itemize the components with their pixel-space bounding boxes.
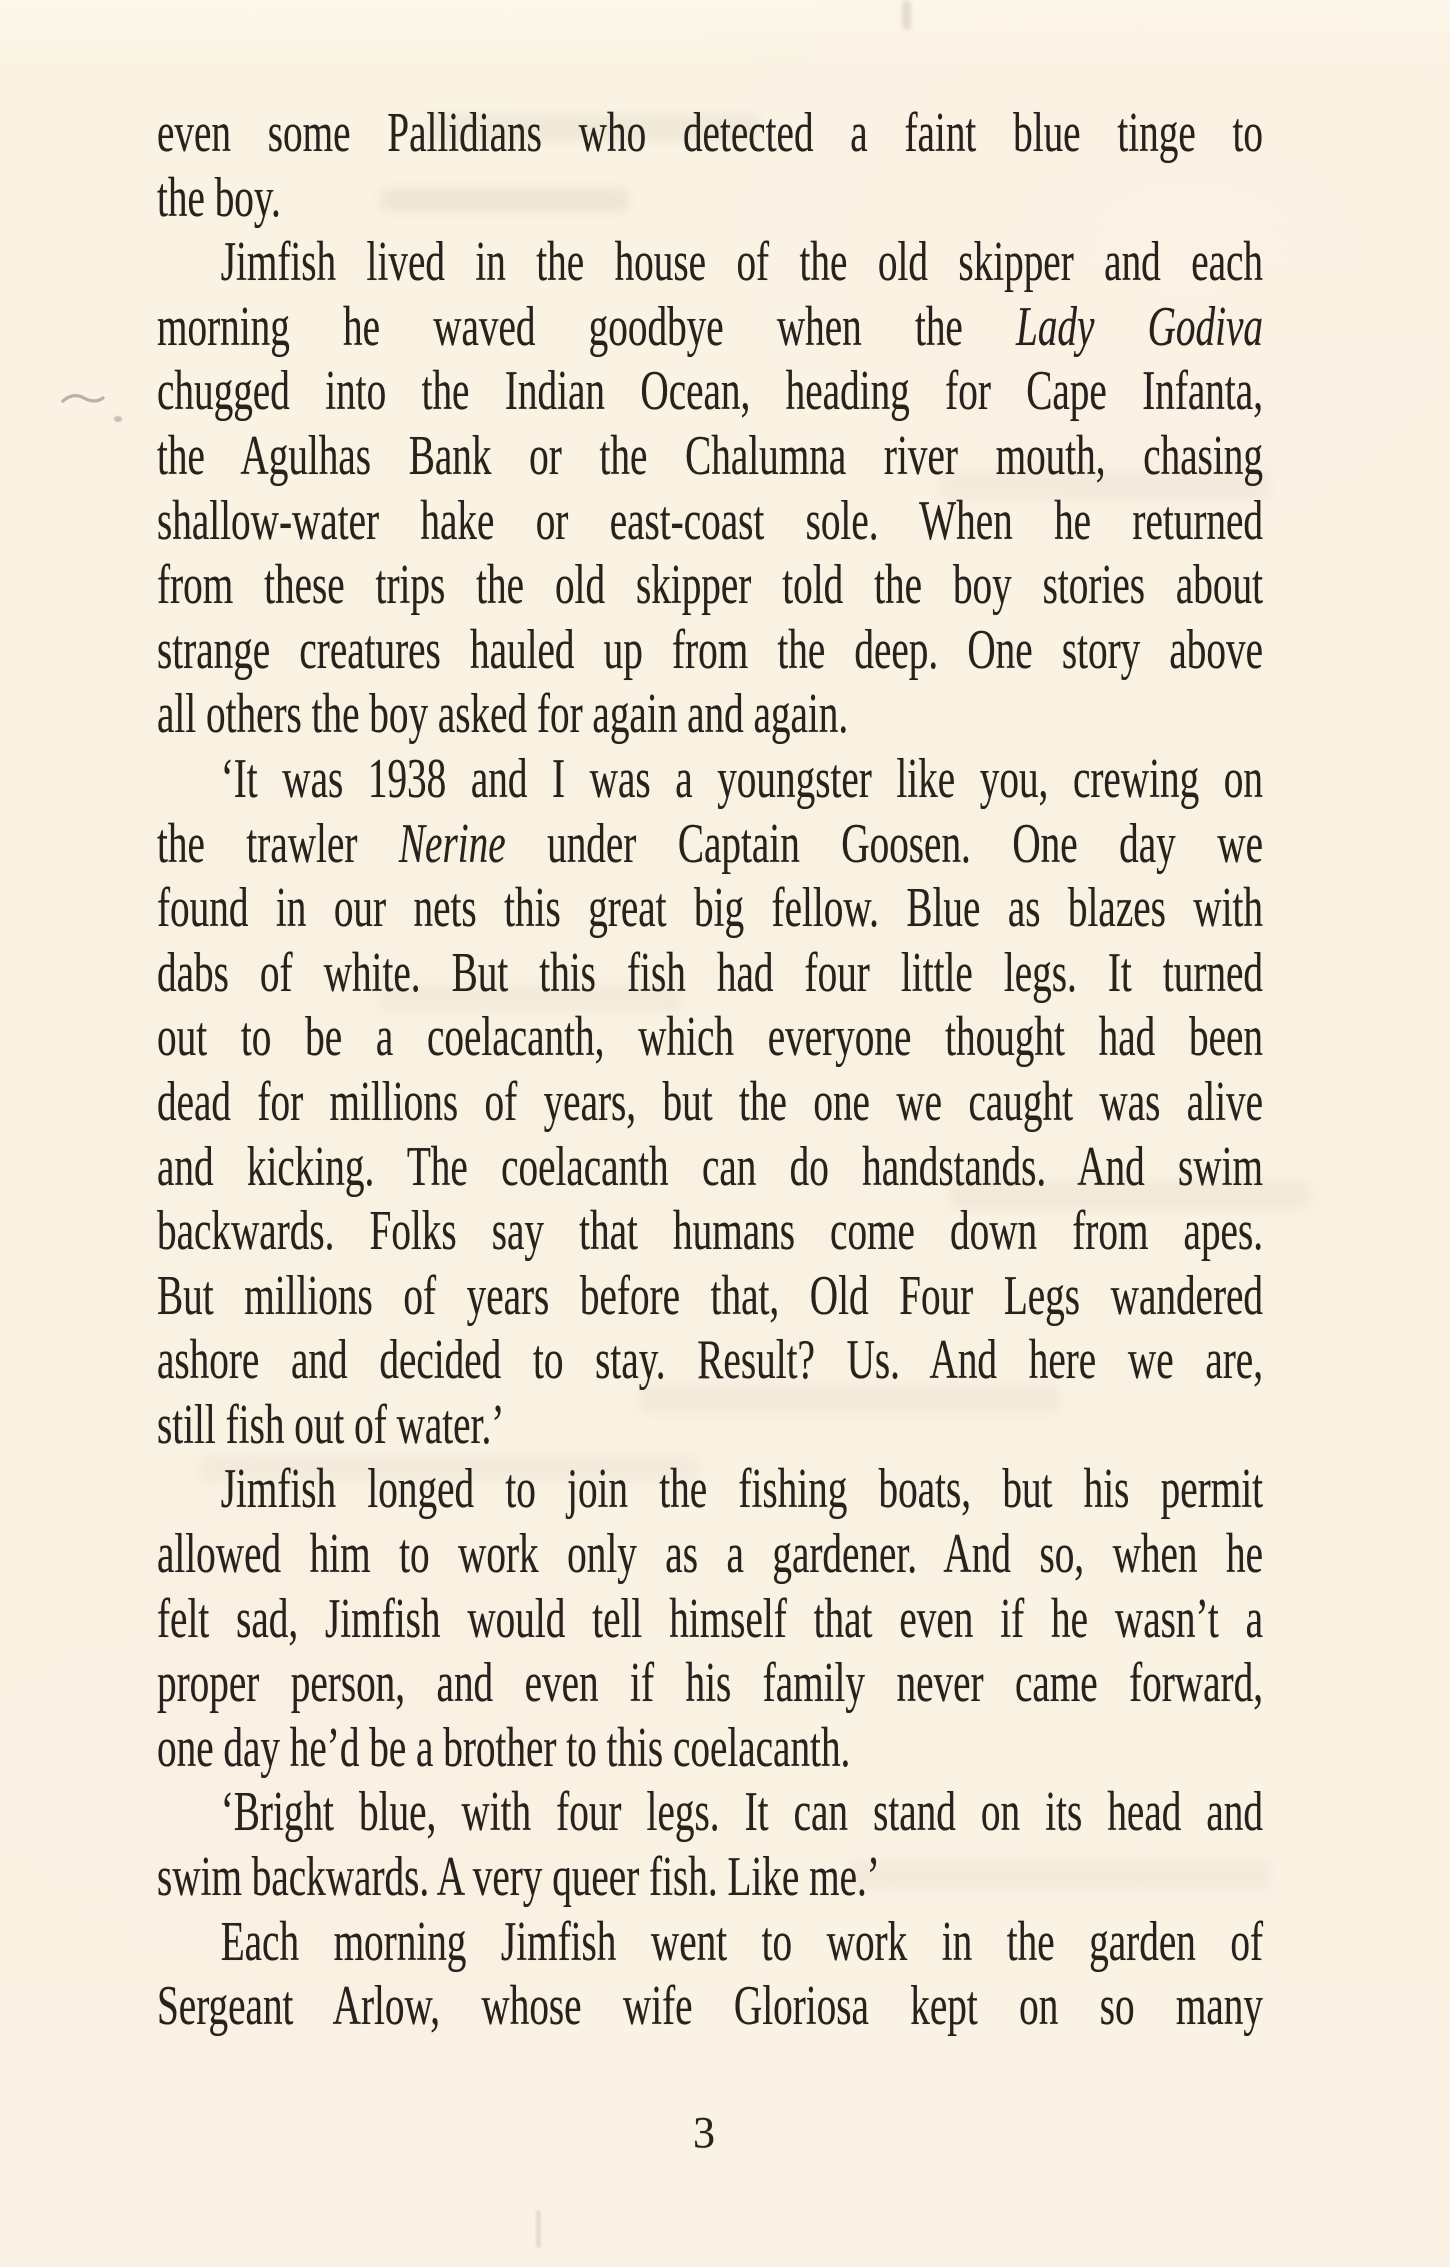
text-line <box>157 747 1263 812</box>
text-run: ‘It was 1938 and I was a youngster like you, crewing on <box>220 747 1264 810</box>
text-line <box>157 166 1263 231</box>
text-line <box>157 1651 1263 1716</box>
text-line <box>157 1974 1263 2039</box>
text-run: from these trips the old skipper told the boy stories about <box>157 554 1263 617</box>
text-run: felt sad, Jimfish would tell himself that even if he wasn’t a <box>157 1587 1263 1650</box>
text-run: backwards. Folks say that humans come down from apes. <box>157 1200 1263 1263</box>
text-line <box>157 1910 1263 1975</box>
text-line <box>157 359 1263 424</box>
text-run: dabs of white. But this fish had four little legs. It turned <box>157 941 1263 1004</box>
text-run: and kicking. The coelacanth can do handstands. And swim <box>157 1135 1263 1198</box>
text-run: But millions of years before that, Old Four Legs wandered <box>157 1264 1263 1327</box>
text-line <box>157 295 1263 360</box>
text-run: ashore and decided to stay. Result? Us. And here we are, <box>157 1329 1263 1392</box>
text-run: morning he waved goodbye when the <box>157 295 1017 358</box>
text-run: ‘Bright blue, with four legs. It can stand on its head and <box>220 1781 1264 1844</box>
text-line <box>157 1328 1263 1393</box>
text-run: even some Pallidians who detected a faint blue tinge to <box>157 102 1263 164</box>
text-run: chugged into the Indian Ocean, heading for Cape Infanta, <box>157 360 1263 423</box>
text-line <box>157 812 1263 877</box>
text-line <box>157 1199 1263 1264</box>
text-run: under Captain Goosen. One day we <box>505 812 1264 875</box>
text-line <box>157 1135 1263 1200</box>
text-line <box>157 1393 1263 1458</box>
text-run: the boy. <box>157 166 281 229</box>
text-run: one day he’d be a brother to this coelacanth. <box>157 1716 851 1779</box>
scan-smudge <box>536 2210 541 2248</box>
text-line <box>157 424 1263 489</box>
text-line <box>157 1587 1263 1652</box>
text-run: Jimfish lived in the house of the old skipper and each <box>220 231 1264 294</box>
text-line <box>157 941 1263 1006</box>
text-run: the trawler <box>157 812 399 875</box>
text-run: the Agulhas Bank or the Chalumna river mouth, chasing <box>157 424 1263 487</box>
text-line <box>157 1522 1263 1587</box>
text-line <box>157 618 1263 683</box>
text-line <box>157 682 1263 747</box>
text-run: allowed him to work only as a gardener. And so, when he <box>157 1523 1263 1586</box>
text-run: out to be a coelacanth, which everyone thought had been <box>157 1006 1263 1069</box>
text-line <box>157 1005 1263 1070</box>
text-run: Jimfish longed to join the fishing boats, but his permit <box>220 1458 1264 1521</box>
text-run: swim backwards. A very queer fish. Like me.’ <box>157 1846 880 1909</box>
text-line <box>157 1457 1263 1522</box>
text-line <box>157 1716 1263 1781</box>
text-line <box>157 489 1263 554</box>
pencil-mark <box>60 388 106 410</box>
text-run: Each morning Jimfish went to work in the garden of <box>220 1910 1264 1973</box>
text-line <box>157 553 1263 618</box>
text-run: proper person, and even if his family never came forward, <box>157 1652 1263 1715</box>
text-line <box>157 230 1263 295</box>
text-run: strange creatures hauled up from the deep. One story above <box>157 618 1263 681</box>
italic-run: Lady Godiva <box>1016 295 1263 358</box>
text-line <box>157 1780 1263 1845</box>
text-run: all others the boy asked for again and again. <box>157 683 849 746</box>
text-run: shallow-water hake or east-coast sole. When he returned <box>157 489 1263 552</box>
text-line <box>157 1264 1263 1329</box>
text-line <box>157 876 1263 941</box>
text-run: found in our nets this great big fellow. Blue as blazes with <box>157 877 1263 940</box>
text-run: Sergeant Arlow, whose wife Gloriosa kept on so many <box>157 1975 1263 2038</box>
text-line <box>157 1845 1263 1910</box>
text-run: still fish out of water.’ <box>157 1393 505 1456</box>
pencil-dot-mark <box>114 416 122 422</box>
text-block <box>157 101 1263 2039</box>
text-line <box>157 1070 1263 1135</box>
text-run: dead for millions of years, but the one we caught was alive <box>157 1070 1263 1133</box>
text-line <box>157 101 1263 166</box>
page-number: 3 <box>693 2108 715 2157</box>
italic-run: Nerine <box>398 812 506 875</box>
scan-smudge <box>902 0 911 30</box>
